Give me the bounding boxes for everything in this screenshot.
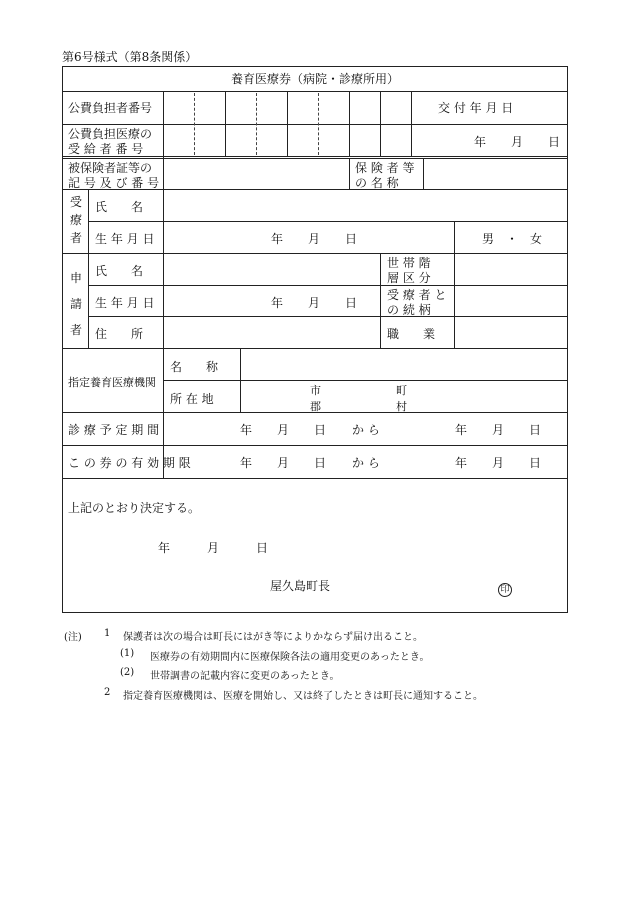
patient-birth-label: 生 年 月 日 xyxy=(95,232,155,246)
seal-icon: 印 xyxy=(498,583,512,597)
insurer-label-line1: 保 険 者 等 xyxy=(355,161,415,175)
applicant-group-label: 申請者 xyxy=(69,271,82,337)
applicant-birth-value: 年 月 日 xyxy=(271,296,357,310)
form-code: 第6号様式（第8条関係） xyxy=(62,50,198,64)
mayor-title: 屋久島町長 xyxy=(270,579,331,593)
treatment-period-end: 年 月 日 xyxy=(455,423,541,437)
notes-prefix: (注) xyxy=(64,632,82,643)
household-class-label-line1: 世 帯 階 xyxy=(387,256,431,270)
form-title: 養育医療券（病院・診療所用） xyxy=(230,72,399,86)
issue-date-label: 交 付 年 月 日 xyxy=(438,101,514,115)
treatment-period-label: 診 療 予 定 期 間 xyxy=(68,423,160,437)
insured-card-label-line1: 被保険者証等の xyxy=(68,161,153,175)
applicant-address-label: 住 所 xyxy=(95,327,144,341)
town-mura: 村 xyxy=(396,400,407,413)
note-2-text: 指定養育医療機関は、医療を開始し、又は終了したときは町長に通知すること。 xyxy=(123,691,483,702)
payer-number-label: 公費負担者番号 xyxy=(68,101,153,115)
note-sub-2-number: (2) xyxy=(120,667,135,678)
insurer-label-line2: の 名 称 xyxy=(355,176,399,190)
validity-from: か ら xyxy=(352,456,380,470)
treatment-period-from: か ら xyxy=(352,423,380,437)
validity-end: 年 月 日 xyxy=(455,456,541,470)
city-gun: 郡 xyxy=(310,400,321,413)
insured-card-label-line2: 記 号 及 び 番 号 xyxy=(68,176,160,190)
issue-date-value: 年 月 日 xyxy=(474,135,560,149)
relationship-label-line1: 受 療 者 と xyxy=(387,288,447,302)
note-1-number: 1 xyxy=(104,628,111,639)
relationship-label-line2: の 続 柄 xyxy=(387,303,431,317)
validity-start: 年 月 日 xyxy=(240,456,326,470)
institution-name-label: 名 称 xyxy=(170,360,219,374)
town-machi: 町 xyxy=(396,384,407,397)
decision-date: 年 月 日 xyxy=(158,541,268,555)
note-2-number: 2 xyxy=(104,687,111,698)
applicant-birth-label: 生 年 月 日 xyxy=(95,296,155,310)
occupation-label: 職 業 xyxy=(387,327,436,341)
seal-mark xyxy=(498,577,512,597)
patient-name-label: 氏 名 xyxy=(95,200,144,214)
treatment-period-start: 年 月 日 xyxy=(240,423,326,437)
patient-birth-value: 年 月 日 xyxy=(271,232,357,246)
applicant-name-label: 氏 名 xyxy=(95,264,144,278)
patient-sex: 男 ・ 女 xyxy=(482,232,543,246)
patient-group-label: 受療者 xyxy=(69,195,82,245)
validity-label: こ の 券 の 有 効 期 限 xyxy=(68,456,191,470)
recipient-number-label-line1: 公費負担医療の xyxy=(68,127,153,141)
institution-label: 指定養育医療機関 xyxy=(68,376,156,389)
recipient-number-label-line2: 受 給 者 番 号 xyxy=(68,142,144,156)
city-shi: 市 xyxy=(310,384,321,397)
note-sub-1-text: 医療券の有効期間内に医療保険各法の適用変更のあったとき。 xyxy=(150,652,430,663)
institution-location-label: 所 在 地 xyxy=(170,392,214,406)
note-1-text: 保護者は次の場合は町長にはがき等によりかならず届け出ること。 xyxy=(123,632,423,643)
household-class-label-line2: 層 区 分 xyxy=(387,271,431,285)
note-sub-2-text: 世帯調書の記載内容に変更のあったとき。 xyxy=(150,671,340,682)
note-sub-1-number: (1) xyxy=(120,648,135,659)
decision-statement: 上記のとおり決定する。 xyxy=(68,501,201,515)
